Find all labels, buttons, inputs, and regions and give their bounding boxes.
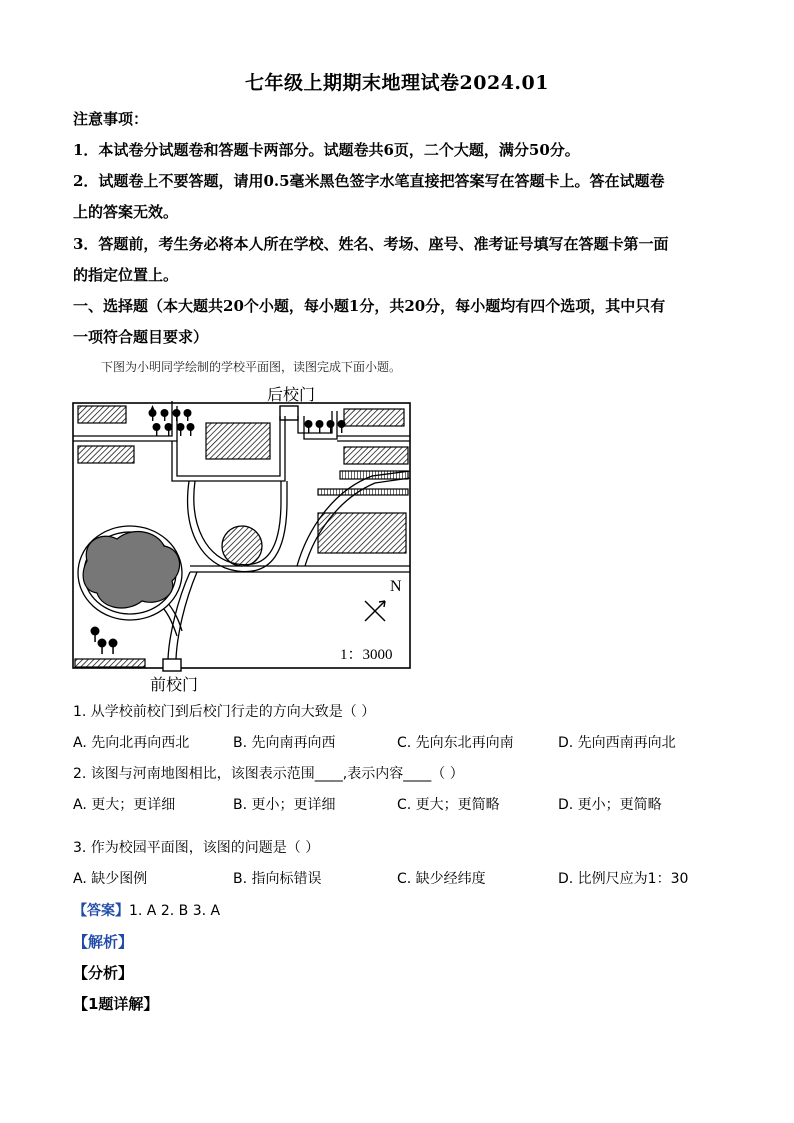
answer-label: 【答案】: [73, 903, 129, 919]
reasoning-heading: 【分析】: [73, 964, 134, 982]
question-2-stem: 2. 该图与河南地图相比，该图表示范围____,表示内容____（ ）: [73, 766, 464, 782]
map-caption: 下图为小明同学绘制的学校平面图，读图完成下面小题。: [101, 360, 402, 374]
q2-option-b[interactable]: B. 更小；更详细: [233, 797, 336, 813]
q1-option-d[interactable]: D. 先向西南再向北: [558, 735, 676, 751]
round-building: [222, 526, 262, 566]
front-gate-label: 前校门: [149, 677, 199, 693]
q3-option-c[interactable]: C. 缺少经纬度: [397, 871, 486, 887]
building-right-2: [340, 471, 408, 479]
notice-item-2-cont: 上的答案无效。: [73, 203, 179, 221]
back-gate-label: 后校门: [266, 387, 316, 404]
north-label: N: [390, 578, 402, 595]
building-left: [78, 446, 134, 463]
section-1-heading-cont: 一项符合题目要求）: [73, 328, 209, 346]
detail-1-heading: 【1题详解】: [73, 995, 159, 1013]
front-gate: [163, 659, 181, 671]
notice-item-3: 3．答题前，考生务必将本人所在学校、姓名、考场、座号、准考证号填写在答题卡第一面: [73, 235, 669, 253]
answer-values: 1. A 2. B 3. A: [129, 903, 221, 919]
question-3-stem: 3. 作为校园平面图，该图的问题是（ ）: [73, 840, 320, 856]
analysis-heading: 【解析】: [73, 933, 134, 951]
building-bottom-left: [75, 659, 145, 667]
answer-line: [73, 900, 220, 920]
page-title: 七年级上期期末地理试卷2024.01: [245, 72, 549, 94]
q3-option-a[interactable]: A. 缺少图例: [73, 871, 148, 887]
q2-option-d[interactable]: D. 更小；更简略: [558, 797, 662, 813]
q2-option-c[interactable]: C. 更大；更简略: [397, 797, 500, 813]
map-scale: 1：3000: [340, 647, 393, 663]
q3-option-b[interactable]: B. 指向标错误: [233, 871, 322, 887]
q1-option-a[interactable]: A. 先向北再向西北: [73, 735, 190, 751]
notice-item-2: 2．试题卷上不要答题，请用0.5毫米黑色签字水笔直接把答案写在答题卡上。答在试题卷: [73, 172, 665, 190]
building-top-right: [344, 409, 404, 426]
q2-option-a[interactable]: A. 更大；更详细: [73, 797, 176, 813]
notice-item-3-cont: 的指定位置上。: [73, 266, 179, 284]
building-top-left: [78, 406, 126, 423]
building-right-1: [344, 447, 408, 464]
building-center: [206, 423, 270, 459]
q3-option-d[interactable]: D. 比例尺应为1：30: [558, 871, 689, 887]
back-gate: [280, 406, 298, 420]
notice-heading: 注意事项：: [73, 110, 149, 128]
q1-option-b[interactable]: B. 先向南再向西: [233, 735, 336, 751]
section-1-heading: 一、选择题（本大题共20个小题，每小题1分，共20分，每小题均有四个选项，其中只有: [73, 297, 666, 315]
building-right-large: [318, 513, 406, 553]
school-plan-map: [72, 381, 412, 693]
notice-item-1: 1．本试卷分试题卷和答题卡两部分。试题卷共6页，二个大题，满分50分。: [73, 141, 580, 159]
q1-option-c[interactable]: C. 先向东北再向南: [397, 735, 514, 751]
question-1-stem: 1. 从学校前校门到后校门行走的方向大致是（ ）: [73, 704, 376, 720]
building-right-3: [318, 489, 408, 495]
